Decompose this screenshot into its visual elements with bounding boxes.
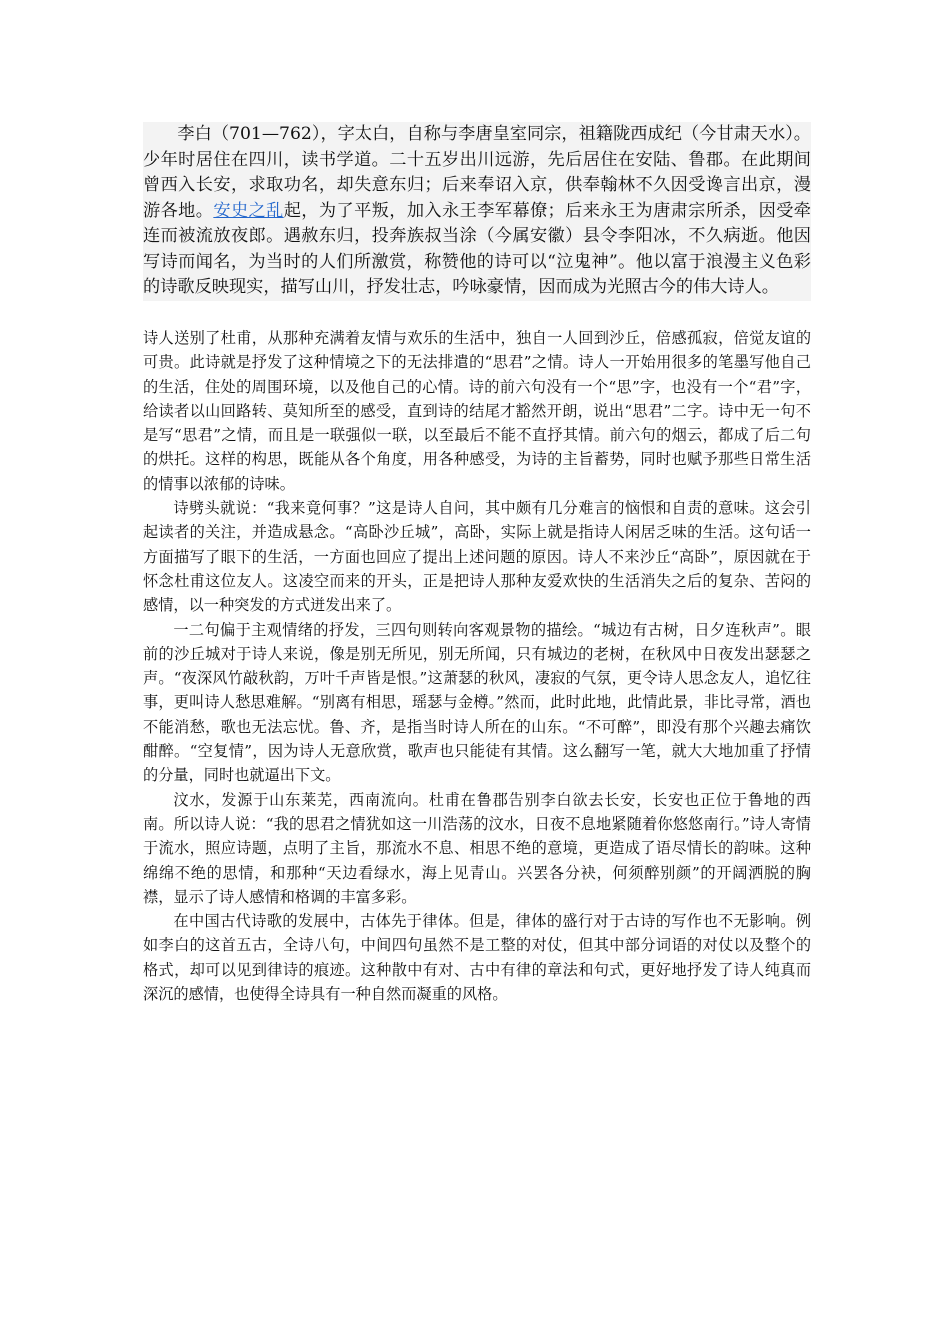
an-shi-rebellion-link[interactable]: 安史之乱 <box>213 200 284 221</box>
poem-analysis <box>143 326 811 1006</box>
analysis-paragraph-1: 诗人送别了杜甫，从那种充满着友情与欢乐的生活中，独自一人回到沙丘，倍感孤寂，倍觉友谊的可贵。此诗就是抒发了这种情境之下的无法排遣的“思君”之情。诗人一开始用很多的笔墨写他自己的生活，住处的周围环境，以及他自己的心情。诗的前六句没有一个“思”字，也没有一个“君”字，给读者以山回路转、莫知所至的感受，直到诗的结尾才豁然开朗，说出“思君”二字。诗中无一句不是写“思君”之情，而且是一联强似一联，以至最后不能不直抒其情。前六句的烟云，都成了后二句的烘托。这样的构思，既能从各个角度，用各种感受，为诗的主旨蓄势，同时也赋予那些日常生活的情事以浓郁的诗味。 <box>143 329 811 493</box>
analysis-paragraph-4: 汶水，发源于山东莱芜，西南流向。杜甫在鲁郡告别李白欲去长安，长安也正位于鲁地的西南。所以诗人说：“我的思君之情犹如这一川浩荡的汶水，日夜不息地紧随着你悠悠南行。”诗人寄情于流水，照应诗题，点明了主旨，那流水不息、相思不绝的意境，更造成了语尽情长的韵味。这种绵绵不绝的思情，和那种“天边看绿水，海上见青山。兴罢各分袂，何须醉别颜”的开阔洒脱的胸襟，显示了诗人感情和格调的丰富多彩。 <box>143 790 811 906</box>
analysis-paragraph-5: 在中国古代诗歌的发展中，古体先于律体。但是，律体的盛行对于古诗的写作也不无影响。例如李白的这首五古，全诗八句，中间四句虽然不是工整的对仗，但其中部分词语的对仗以及整个的格式，却可以见到律诗的痕迹。这种散中有对、古中有律的章法和句式，更好地抒发了诗人纯真而深沉的感情，也使得全诗具有一种自然而凝重的风格。 <box>143 912 811 1004</box>
author-biography <box>143 122 811 301</box>
biography-text-start: 李白（701—762），字太白，自称与李唐皇室同宗，祖籍陇西成纪（今甘肃天水）。少年时居住在四川，读书学道。二十五岁出川远游，先后居住在安陆、鲁郡。在此期间曾西入长安，求取功名，却失意东归；后来奉诏入京，供奉翰林不久因受谗言出京，漫游各地。 <box>143 124 811 221</box>
biography-paragraph <box>143 122 811 301</box>
analysis-paragraph-3: 一二句偏于主观情绪的抒发，三四句则转向客观景物的描绘。“城边有古树，日夕连秋声”。眼前的沙丘城对于诗人来说，像是别无所见，别无所闻，只有城边的老树，在秋风中日夜发出瑟瑟之声。“夜深风竹敲秋韵，万叶千声皆是恨。”这萧瑟的秋风，凄寂的气氛，更令诗人思念友人，追忆往事，更叫诗人愁思难解。“别离有相思，瑶瑟与金樽。”然而，此时此地，此情此景，非比寻常，酒也不能消愁，歌也无法忘忧。鲁、齐，是指当时诗人所在的山东。“不可醉”，即没有那个兴趣去痛饮酣醉。“空复情”，因为诗人无意欣赏，歌声也只能徒有其情。这么翻写一笔，就大大地加重了抒情的分量，同时也就逼出下文。 <box>143 620 811 785</box>
biography-text-end: 起，为了平叛，加入永王李军幕僚；后来永王为唐肃宗所杀，因受牵连而被流放夜郎。遇赦东归，投奔族叔当涂（今属安徽）县令李阳冰，不久病逝。他因写诗而闻名，为当时的人们所激赏，称赞他的诗可以“泣鬼神”。他以富于浪漫主义色彩的诗歌反映现实，描写山川，抒发壮志，吟咏豪情，因而成为光照古今的伟大诗人。 <box>143 200 811 297</box>
analysis-paragraph-2: 诗劈头就说：“我来竟何事？”这是诗人自问，其中颇有几分难言的恼恨和自责的意味。这会引起读者的关注，并造成悬念。“高卧沙丘城”，高卧，实际上就是指诗人闲居乏味的生活。这句话一方面描写了眼下的生活，一方面也回应了提出上述问题的原因。诗人不来沙丘“高卧”，原因就在于怀念杜甫这位友人。这凌空而来的开头，正是把诗人那种友爱欢快的生活消失之后的复杂、苦闷的感情，以一种突发的方式迸发出来了。 <box>143 499 811 615</box>
